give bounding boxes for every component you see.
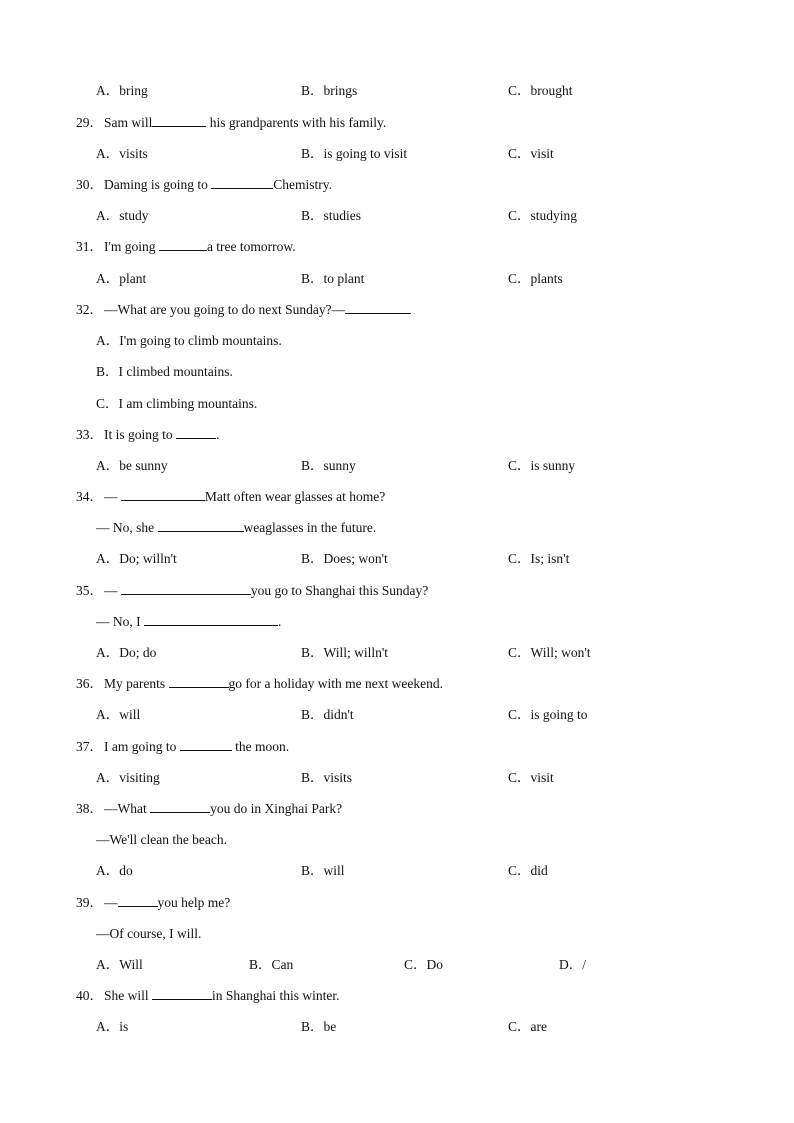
- q37-number: 37．: [76, 739, 103, 754]
- q35-blank-2[interactable]: [144, 613, 278, 626]
- q35-stem: [0, 581, 794, 601]
- q35-line2: [0, 612, 794, 632]
- q37-option-b[interactable]: B．visits: [301, 770, 353, 785]
- q34-option-c[interactable]: C．Is; isn't: [508, 551, 570, 566]
- q29-option-b[interactable]: B．is going to visit: [301, 146, 408, 161]
- q38-response: —We'll clean the beach.: [96, 832, 228, 847]
- q39-response: —Of course, I will.: [96, 926, 202, 941]
- q34-options: [0, 549, 794, 569]
- q33-number: 33．: [76, 427, 103, 442]
- q30-option-c[interactable]: C．studying: [508, 208, 578, 223]
- q38-option-b[interactable]: B．will: [301, 863, 345, 878]
- q40-blank[interactable]: [152, 987, 212, 1000]
- q33-options: [0, 456, 794, 476]
- q34-text-after: Matt often wear glasses at home?: [204, 489, 386, 504]
- q36-text-before: My parents: [104, 676, 169, 691]
- q34-line2-after: weaglasses in the future.: [243, 520, 377, 535]
- q28-option-b[interactable]: B．brings: [301, 83, 358, 98]
- q38-stem: [0, 799, 794, 819]
- q30-options: [0, 206, 794, 226]
- q36-option-b[interactable]: B．didn't: [301, 707, 354, 722]
- q28-option-c[interactable]: C．brought: [508, 83, 573, 98]
- q38-options: [0, 861, 794, 881]
- q29-option-a[interactable]: A．visits: [96, 146, 148, 161]
- q38-blank[interactable]: [150, 800, 210, 813]
- q33-text-before: It is going to: [104, 427, 177, 442]
- q40-option-c[interactable]: C．are: [508, 1019, 547, 1034]
- q35-blank-1[interactable]: [121, 582, 251, 595]
- q34-stem: [0, 487, 794, 507]
- q40-text-before: She will: [104, 988, 153, 1003]
- q39-option-a[interactable]: A．Will: [96, 957, 143, 972]
- q32-text-before: —What are you going to do next Sunday?—: [104, 302, 346, 317]
- q37-blank[interactable]: [180, 738, 232, 751]
- q39-line2: [0, 924, 794, 944]
- q36-option-a[interactable]: A．will: [96, 707, 141, 722]
- q39-option-b[interactable]: B．Can: [249, 957, 294, 972]
- q35-line2-before: — No, I: [96, 614, 144, 629]
- q31-text-before: I'm going: [104, 239, 159, 254]
- q31-number: 31．: [76, 239, 103, 254]
- q34-line2: [0, 518, 794, 538]
- q31-options: [0, 269, 794, 289]
- q35-option-c[interactable]: C．Will; won't: [508, 645, 591, 660]
- q34-text-before: —: [104, 489, 121, 504]
- q35-options: [0, 643, 794, 663]
- q37-stem: [0, 737, 794, 757]
- q39-number: 39．: [76, 895, 103, 910]
- q33-stem: [0, 425, 794, 445]
- q35-option-b[interactable]: B．Will; willn't: [301, 645, 389, 660]
- q33-option-b[interactable]: B．sunny: [301, 458, 356, 473]
- q30-option-a[interactable]: A．study: [96, 208, 149, 223]
- q29-blank[interactable]: [152, 114, 206, 127]
- q39-options: [0, 955, 794, 975]
- q36-options: [0, 705, 794, 725]
- q40-option-a[interactable]: A．is: [96, 1019, 129, 1034]
- q39-text-before: —: [104, 895, 118, 910]
- q38-line2: [0, 830, 794, 850]
- q34-option-b[interactable]: B．Does; won't: [301, 551, 388, 566]
- q31-stem: [0, 237, 794, 257]
- q32-option-b[interactable]: B．I climbed mountains.: [96, 364, 233, 379]
- q30-stem: [0, 175, 794, 195]
- q29-stem: [0, 113, 794, 133]
- q40-option-b[interactable]: B．be: [301, 1019, 337, 1034]
- q40-stem: [0, 986, 794, 1006]
- q39-blank[interactable]: [118, 894, 158, 907]
- q35-line2-after: .: [278, 614, 282, 629]
- q32-option-b-line: [0, 362, 794, 382]
- q36-blank[interactable]: [169, 675, 229, 688]
- q32-number: 32．: [76, 302, 103, 317]
- q29-option-c[interactable]: C．visit: [508, 146, 554, 161]
- q39-option-d[interactable]: D．/: [559, 957, 586, 972]
- q33-option-c[interactable]: C．is sunny: [508, 458, 576, 473]
- q38-text-after: you do in Xinghai Park?: [210, 801, 343, 816]
- q32-option-c[interactable]: C．I am climbing mountains.: [96, 396, 258, 411]
- q34-blank-2[interactable]: [158, 519, 244, 532]
- q37-options: [0, 768, 794, 788]
- q34-number: 34．: [76, 489, 103, 504]
- q40-options: [0, 1017, 794, 1037]
- q29-text-before: Sam will: [104, 115, 153, 130]
- q36-number: 36．: [76, 676, 103, 691]
- q30-blank[interactable]: [211, 176, 273, 189]
- q38-number: 38．: [76, 801, 103, 816]
- q37-option-a[interactable]: A．visiting: [96, 770, 160, 785]
- q39-text-after: you help me?: [157, 895, 231, 910]
- q40-number: 40．: [76, 988, 103, 1003]
- q31-text-after: a tree tomorrow.: [206, 239, 296, 254]
- q34-option-a[interactable]: A．Do; willn't: [96, 551, 177, 566]
- q40-text-after: in Shanghai this winter.: [212, 988, 340, 1003]
- q32-option-a[interactable]: A．I'm going to climb mountains.: [96, 333, 282, 348]
- q28-options: [0, 81, 794, 101]
- q29-options: [0, 144, 794, 164]
- q36-stem: [0, 674, 794, 694]
- q33-option-a[interactable]: A．be sunny: [96, 458, 168, 473]
- q35-option-a[interactable]: A．Do; do: [96, 645, 157, 660]
- q31-option-b[interactable]: B．to plant: [301, 271, 365, 286]
- q29-text-after: his grandparents with his family.: [206, 115, 387, 130]
- q30-number: 30．: [76, 177, 103, 192]
- q35-number: 35．: [76, 583, 103, 598]
- q30-text-before: Daming is going to: [104, 177, 212, 192]
- q39-option-c[interactable]: C．Do: [404, 957, 444, 972]
- q33-blank[interactable]: [176, 426, 216, 439]
- q39-stem: [0, 893, 794, 913]
- q32-option-a-line: [0, 331, 794, 351]
- q28-option-a[interactable]: A．bring: [96, 83, 148, 98]
- q35-text-before: —: [104, 583, 121, 598]
- q30-text-after: Chemistry.: [273, 177, 332, 192]
- q31-option-a[interactable]: A．plant: [96, 271, 147, 286]
- q37-text-after: the moon.: [231, 739, 290, 754]
- q37-text-before: I am going to: [104, 739, 180, 754]
- q38-text-before: —What: [104, 801, 151, 816]
- q36-text-after: go for a holiday with me next weekend.: [228, 676, 443, 691]
- q36-option-c[interactable]: C．is going to: [508, 707, 588, 722]
- q29-number: 29．: [76, 115, 103, 130]
- q31-option-c[interactable]: C．plants: [508, 271, 563, 286]
- q37-option-c[interactable]: C．visit: [508, 770, 554, 785]
- q31-blank[interactable]: [159, 238, 207, 251]
- q32-stem: [0, 300, 794, 320]
- q35-text-after: you go to Shanghai this Sunday?: [250, 583, 429, 598]
- q30-option-b[interactable]: B．studies: [301, 208, 362, 223]
- q33-text-after: .: [216, 427, 220, 442]
- q32-option-c-line: [0, 394, 794, 414]
- q34-blank-1[interactable]: [121, 488, 205, 501]
- q32-blank[interactable]: [345, 301, 411, 314]
- q34-line2-before: — No, she: [96, 520, 158, 535]
- q38-option-a[interactable]: A．do: [96, 863, 133, 878]
- q38-option-c[interactable]: C．did: [508, 863, 548, 878]
